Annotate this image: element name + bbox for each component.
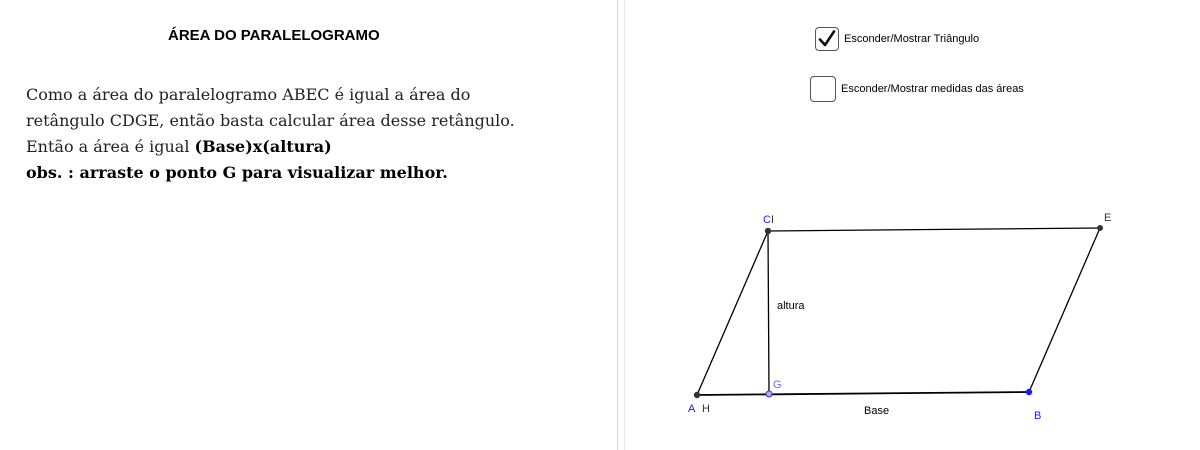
segment-eb: [1029, 228, 1100, 392]
point-g[interactable]: [766, 391, 772, 397]
label-c: C: [763, 214, 771, 226]
point-a[interactable]: [694, 392, 700, 398]
label-a: A: [688, 403, 696, 415]
label-b: B: [1034, 410, 1042, 422]
label-i: I: [771, 214, 775, 226]
label-g: G: [773, 379, 782, 391]
toggle-triangle-label[interactable]: Esconder/Mostrar Triângulo: [844, 33, 980, 45]
observation-text: obs. : arraste o ponto G para visualizar melhor.: [26, 163, 448, 182]
description-line-2: retângulo CDGE, então basta calcular área desse retângulo.: [26, 111, 515, 130]
toggle-areas-label[interactable]: Esconder/Mostrar medidas das áreas: [841, 83, 1024, 95]
segment-ce: [768, 228, 1100, 231]
label-altura: altura: [777, 300, 805, 312]
label-e: E: [1104, 212, 1112, 224]
segment-height: [768, 231, 769, 394]
formula-text: (Base)x(altura): [194, 137, 332, 156]
segment-ac: [697, 231, 768, 395]
point-b[interactable]: [1026, 389, 1032, 395]
point-e[interactable]: [1097, 225, 1103, 231]
page-title: ÁREA DO PARALELOGRAMO: [168, 27, 380, 44]
description-line-1: Como a área do paralelogramo ABEC é igual a área do: [26, 85, 471, 104]
point-c[interactable]: [765, 228, 771, 234]
description-line-3-prefix: Então a área é igual: [26, 137, 195, 156]
label-base: Base: [864, 405, 890, 417]
segment-ab-base: [697, 392, 1029, 395]
label-h: H: [702, 403, 710, 415]
